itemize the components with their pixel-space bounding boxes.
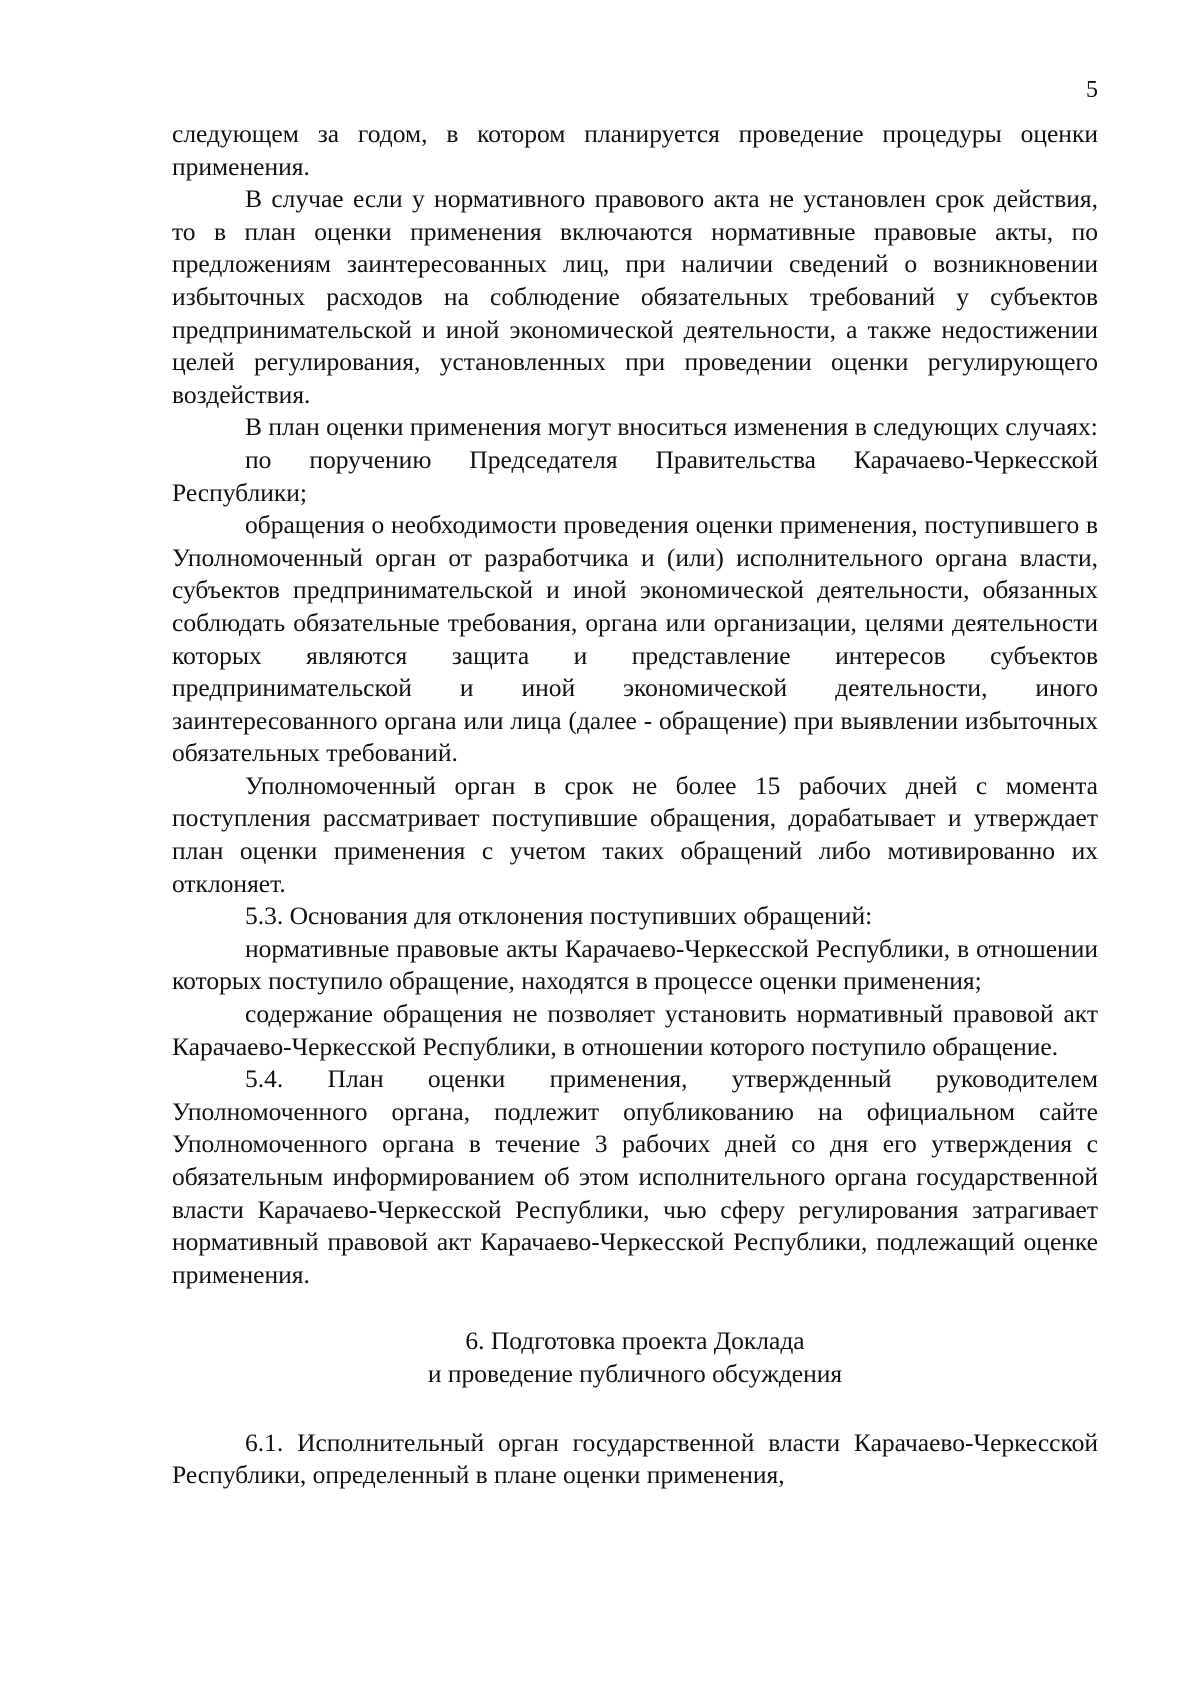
page-number: 5 [1086, 77, 1098, 103]
paragraph-rejection-reason-2: содержание обращения не позволяет установить нормативный правовой акт Карачаево-Черкесской Республики, в отношении которого поступило обращение. [172, 999, 1098, 1061]
paragraph-plan-changes: В план оценки применения могут вноситься изменения в следующих случаях: [245, 412, 1098, 442]
paragraph-rejection-reason-1: нормативные правовые акты Карачаево-Черкесской Республики, в отношении которых поступило обращение, находятся в процессе оценки применения; [172, 933, 1098, 996]
paragraph-5-4: 5.4. План оценки применения, утвержденный руководителем Уполномоченного органа, подлежит опубликованию на официальном сайте Уполномоченного органа в течение 3 рабочих дней со дня его утверждения с обязательным информированием об этом исполнительного органа государственной власти Карачаево-Черкесской Республики, чью сферу регулирования затрагивает нормативный правовой акт Карачаево-Черкесской Республики, подлежащий оценке применения. [172, 1064, 1098, 1289]
paragraph-5-3: 5.3. Основания для отклонения поступивших обращений: [245, 901, 873, 931]
paragraph-no-term: В случае если у нормативного правового акта не установлен срок действия, то в план оценки применения включаются нормативные правовые акты, по предложениям заинтересованных лиц, при наличии сведений о возникновении избыточных расходов на соблюдение обязательных требований у субъектов предпринимательской и иной экономической деятельности, а также недостижении целей регулирования, установленных при проведении оценки регулирующего воздействия. [172, 184, 1098, 409]
paragraph-6-1: 6.1. Исполнительный орган государственной власти Карачаево-Черкесской Республики, определенный в плане оценки применения, [172, 1427, 1098, 1490]
paragraph-chairman-order: по поручению Председателя Правительства Карачаево-Черкесской Республики; [172, 444, 1098, 507]
paragraph-review-term: Уполномоченный орган в срок не более 15 рабочих дней с момента поступления рассматривает поступившие обращения, дорабатывает и утверждает план оценки применения с учетом таких обращений либо мотивированно их отклоняет. [172, 770, 1098, 898]
document-body [172, 118, 1098, 1492]
section-heading [172, 1325, 1098, 1390]
paragraph-appeal: обращения о необходимости проведения оценки применения, поступившего в Уполномоченный орган от разработчика и (или) исполнительного органа власти, субъектов предпринимательской и иной экономической деятельности, обязанных соблюдать обязательные требования, органа или организации, целями деятельности которых являются защита и представление интересов субъектов предпринимательской и иной экономической деятельности, иного заинтересованного органа или лица (далее - обращение) при выявлении избыточных обязательных требований. [172, 510, 1098, 768]
section-heading-line-1: 6. Подготовка проекта Доклада [465, 1326, 805, 1356]
paragraph-continuation: следующем за годом, в котором планируется проведение процедуры оценки применения. [172, 119, 1098, 181]
section-heading-line-2: и проведение публичного обсуждения [427, 1358, 843, 1388]
